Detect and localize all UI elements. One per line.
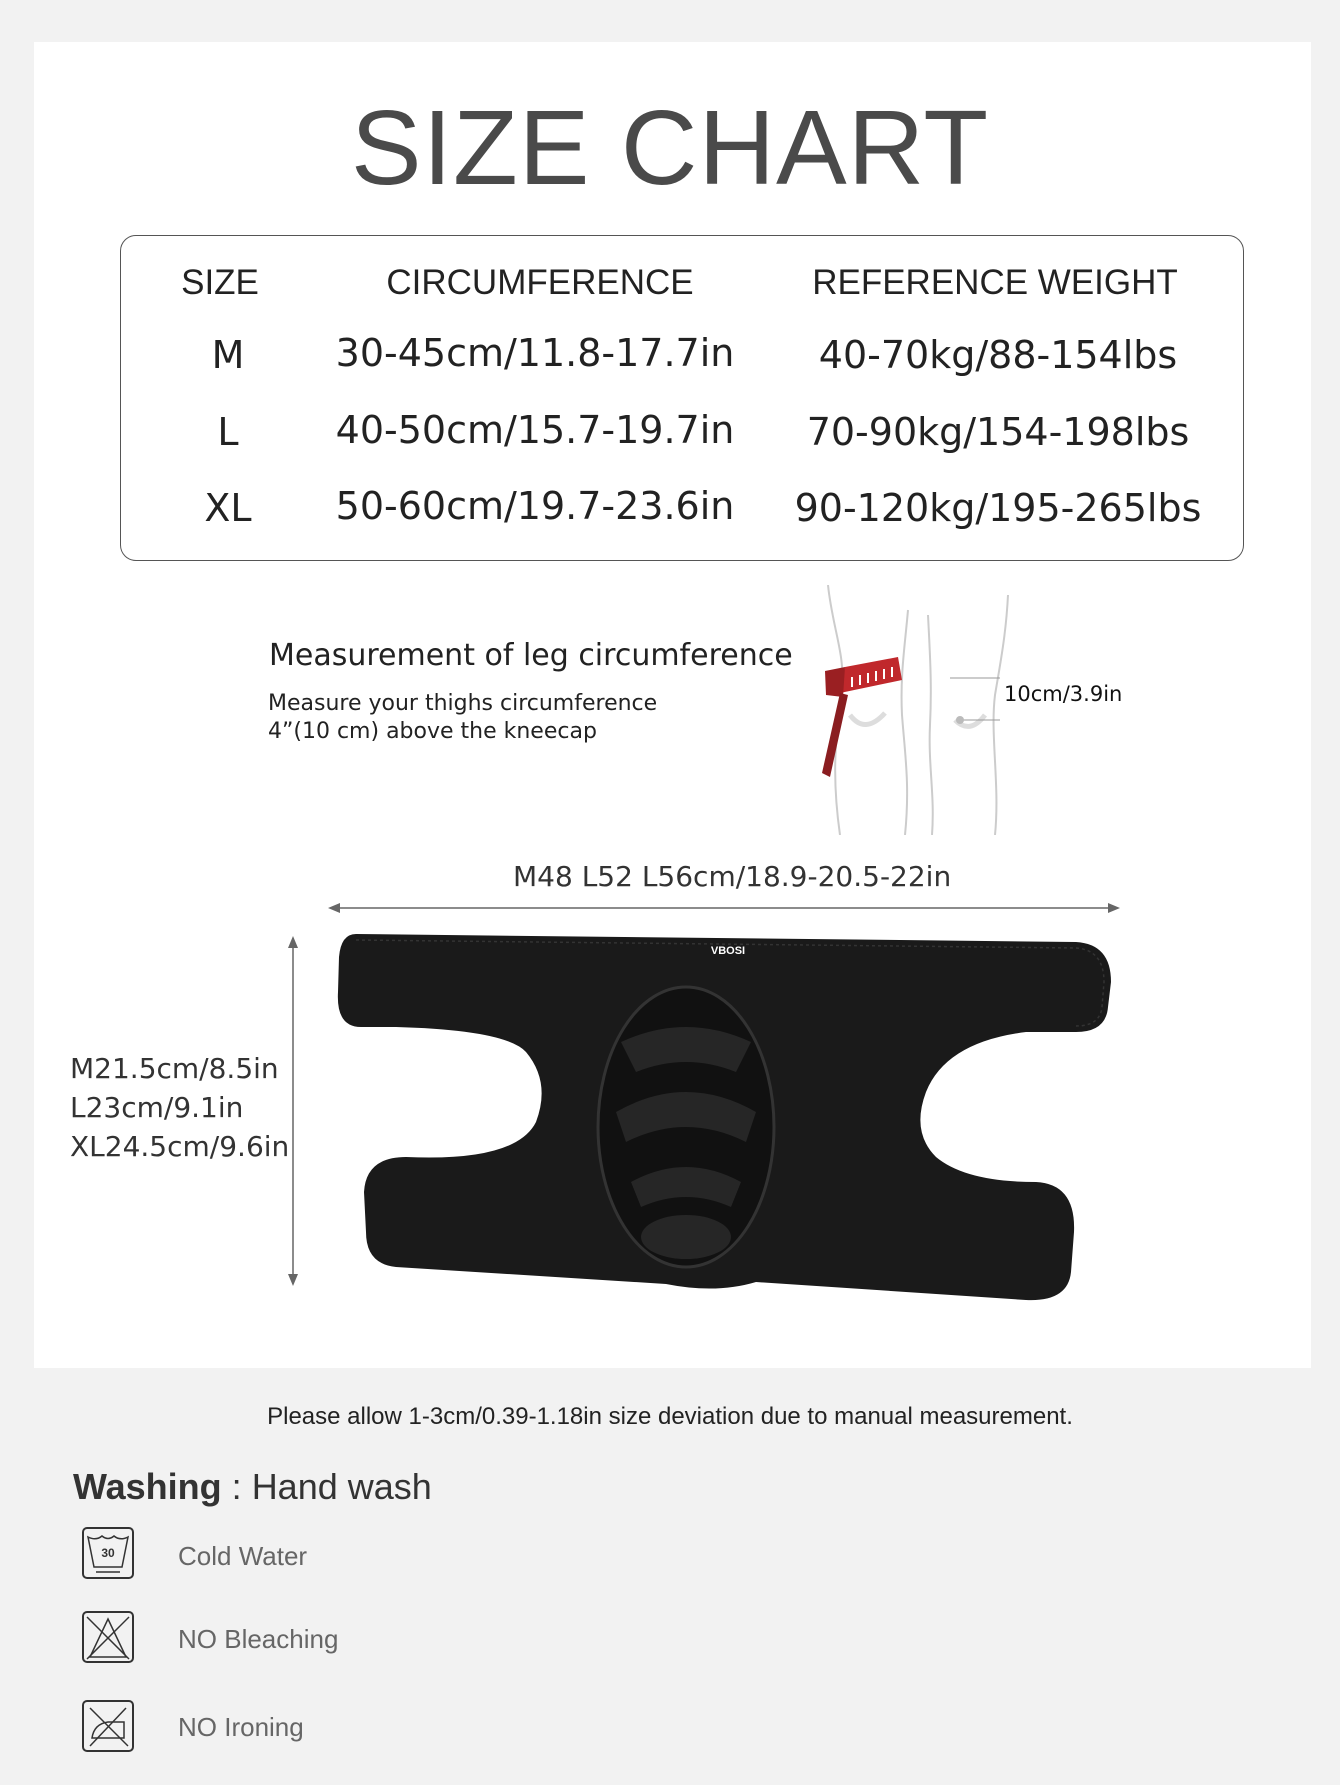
header-circumference: CIRCUMFERENCE: [386, 263, 694, 302]
size-deviation-note: Please allow 1-3cm/0.39-1.18in size deviation due to manual measurement.: [267, 1403, 1073, 1430]
measurement-line-2: 4”(10 cm) above the kneecap: [268, 719, 597, 744]
knee-pad-image: [336, 932, 1116, 1302]
height-label-l: L23cm/9.1in: [70, 1091, 244, 1124]
leg-measurement-illustration: [810, 585, 1010, 835]
washing-separator: :: [221, 1466, 252, 1507]
wash-30-icon: [82, 1527, 134, 1579]
brand-logo: VBOSI: [710, 945, 746, 957]
row-m-weight: 40-70kg/88-154lbs: [818, 333, 1178, 377]
row-m-size: M: [211, 333, 245, 377]
no-bleach-icon: [82, 1611, 134, 1663]
wash-temp: 30: [101, 1546, 115, 1560]
row-l-circumference: 40-50cm/15.7-19.7in: [335, 408, 735, 452]
washing-value: Hand wash: [251, 1466, 432, 1507]
wash-item-no-bleaching: NO Bleaching: [178, 1624, 339, 1654]
row-xl-weight: 90-120kg/195-265lbs: [794, 486, 1202, 530]
height-label-xl: XL24.5cm/9.6in: [70, 1130, 290, 1163]
row-l-weight: 70-90kg/154-198lbs: [806, 410, 1190, 454]
washing-label: Washing: [73, 1466, 222, 1507]
wash-item-no-ironing: NO Ironing: [178, 1712, 304, 1742]
row-xl-circumference: 50-60cm/19.7-23.6in: [335, 484, 735, 528]
width-label: M48 L52 L56cm/18.9-20.5-22in: [513, 860, 952, 893]
header-weight: REFERENCE WEIGHT: [812, 263, 1178, 302]
row-l-size: L: [217, 410, 239, 454]
wash-item-cold-water: Cold Water: [178, 1541, 308, 1571]
height-label-m: M21.5cm/8.5in: [70, 1052, 279, 1085]
measurement-title: Measurement of leg circumference: [269, 638, 793, 673]
row-xl-size: XL: [204, 486, 252, 530]
row-m-circumference: 30-45cm/11.8-17.7in: [335, 331, 735, 375]
header-size: SIZE: [181, 263, 259, 302]
width-arrow: [328, 900, 1120, 916]
no-iron-icon: [82, 1700, 134, 1752]
washing-heading: [73, 1466, 432, 1508]
distance-label: 10cm/3.9in: [1004, 682, 1123, 706]
measurement-line-1: Measure your thighs circumference: [268, 691, 658, 716]
page-title: SIZE CHART: [350, 89, 990, 207]
height-arrow: [285, 936, 301, 1286]
